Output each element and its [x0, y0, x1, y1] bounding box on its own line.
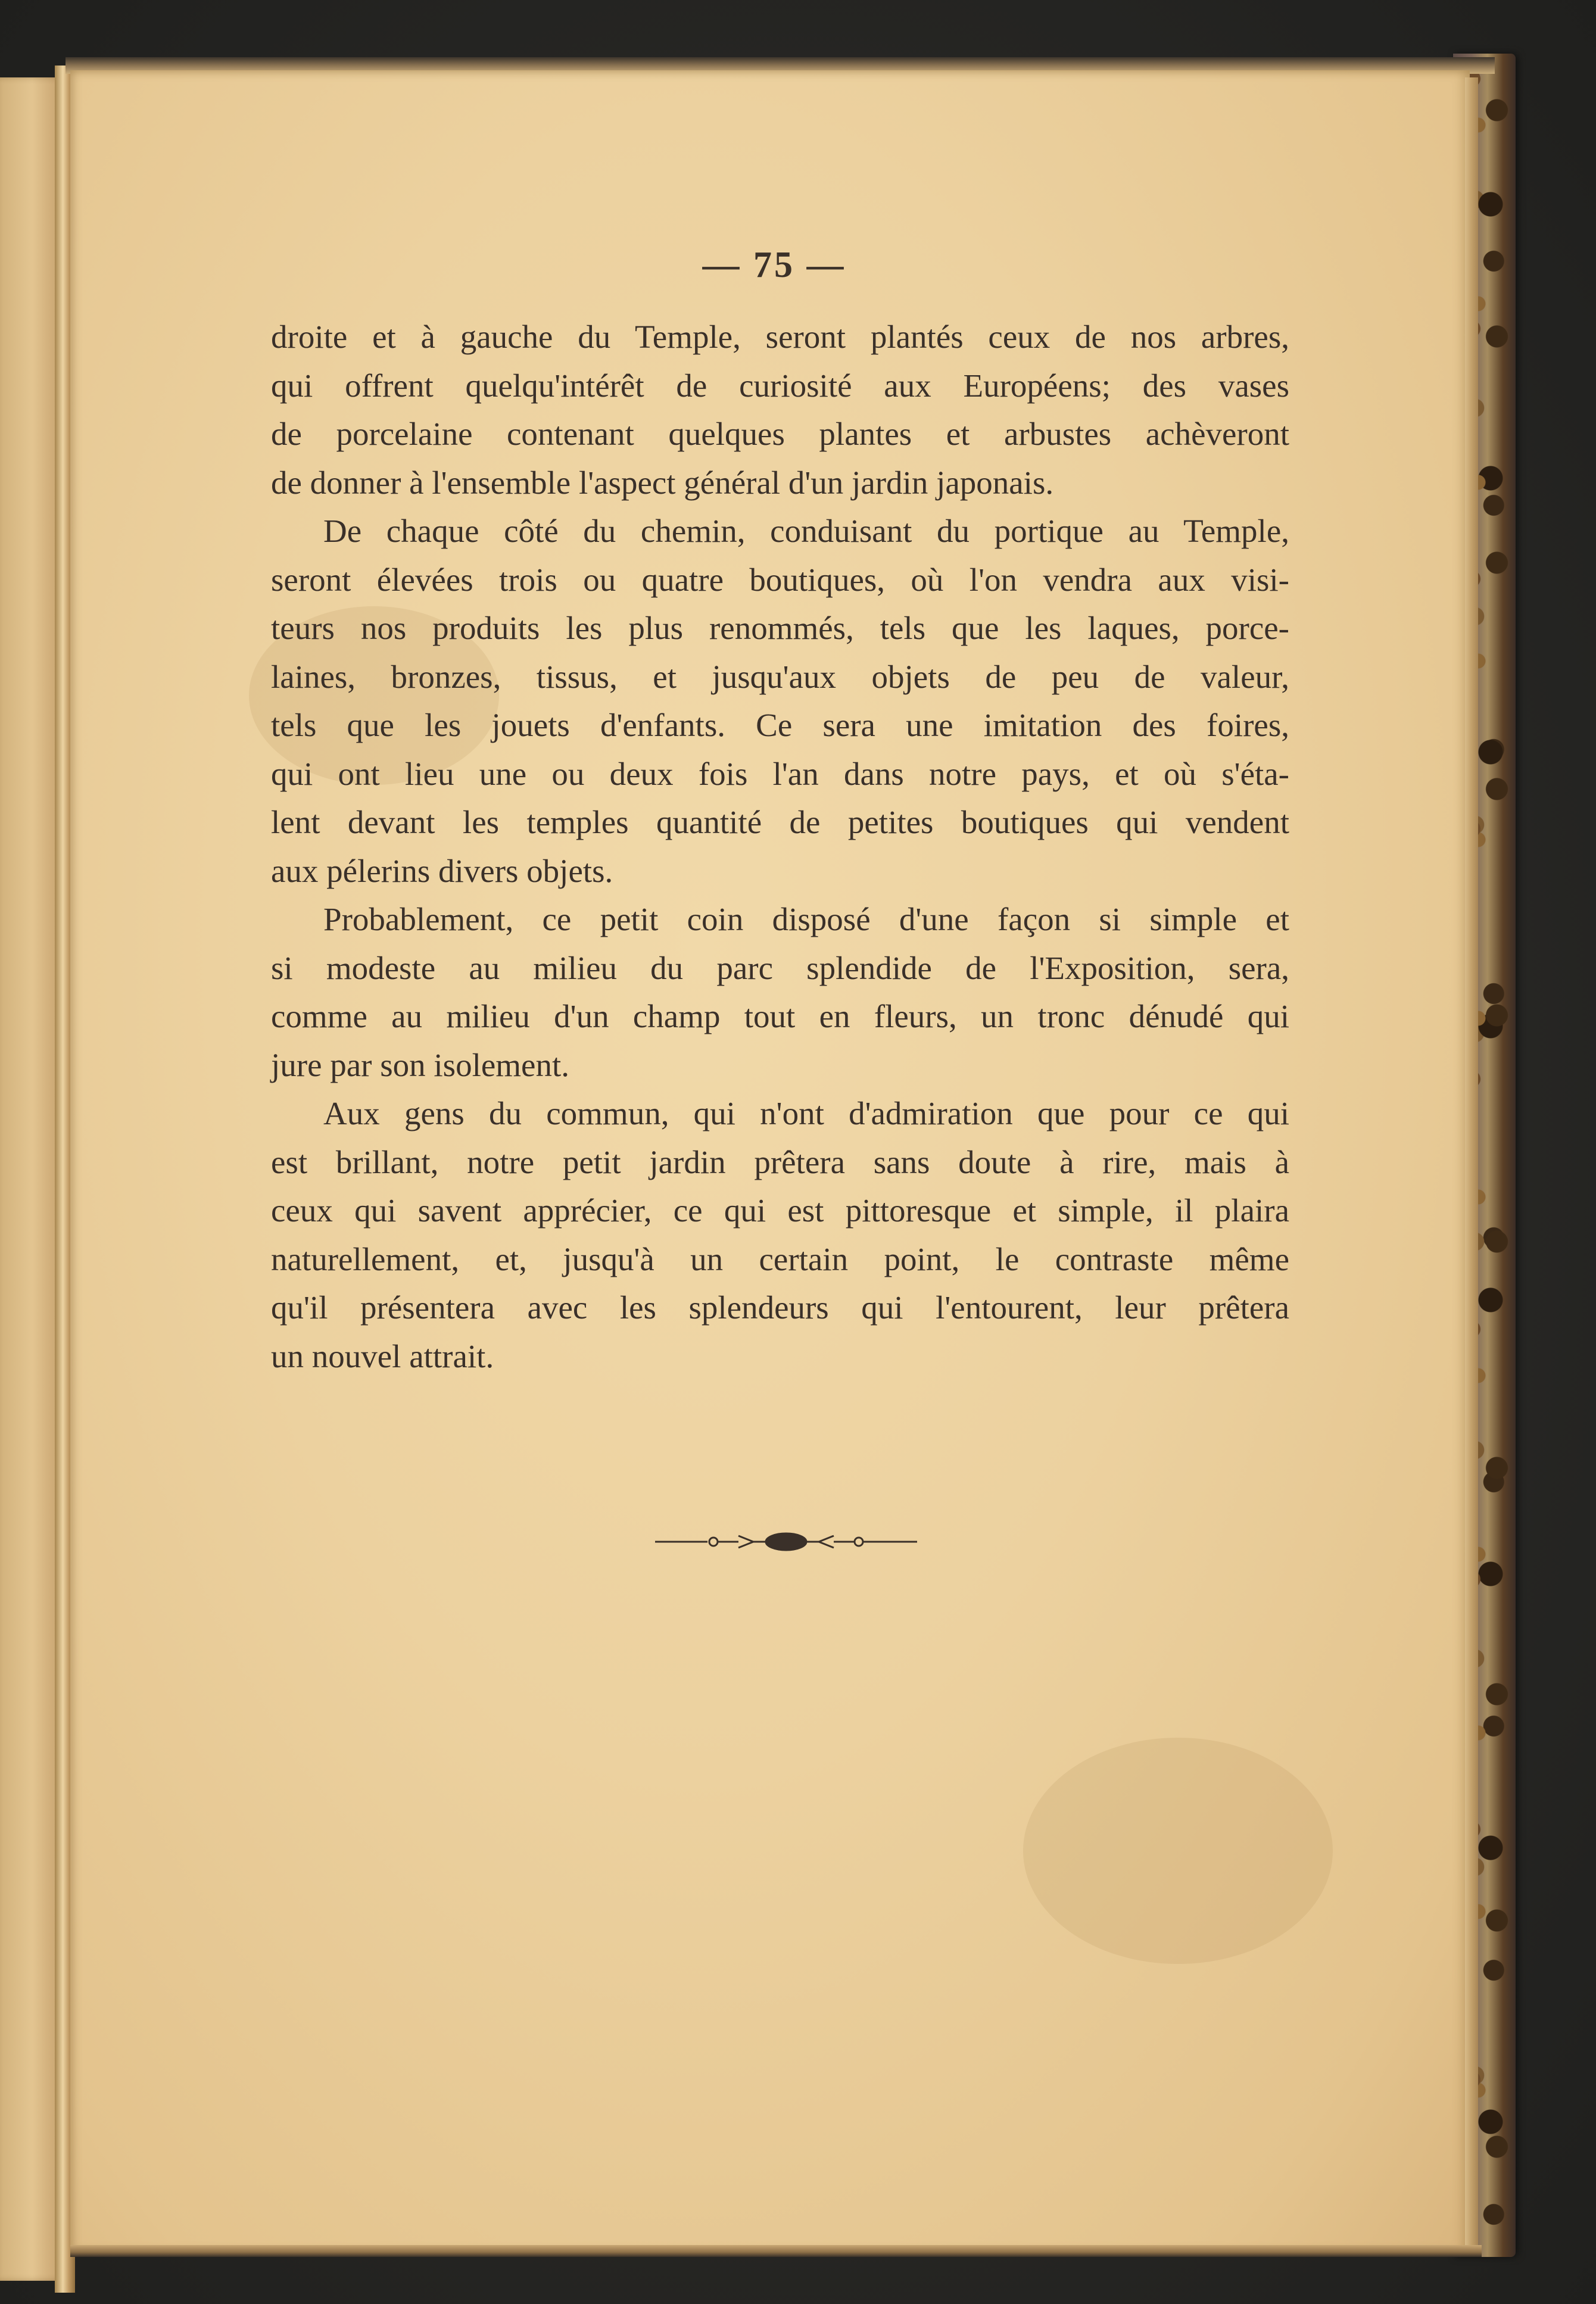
- text-line: qu'il présentera avec les splendeurs qui l'entourent, leur prêtera: [271, 1289, 1289, 1326]
- text-line: jure par son isolement.: [271, 1046, 569, 1083]
- text-line: teurs nos produits les plus renommés, tels que les laques, porce-: [271, 610, 1289, 646]
- tailpiece-ornament-icon: [655, 1527, 917, 1556]
- text-line: aux pélerins divers objets.: [271, 852, 613, 889]
- text-line: qui ont lieu une ou deux fois l'an dans notre pays, et où s'éta-: [271, 755, 1289, 792]
- text-line: De chaque côté du chemin, conduisant du portique au Temple,: [323, 513, 1289, 549]
- page-number: — 75 —: [702, 245, 846, 285]
- text-line: seront élevées trois ou quatre boutiques, où l'on vendra aux visi-: [271, 561, 1289, 598]
- paper-stain: [1023, 1738, 1333, 1964]
- page-bottom-edge: [70, 2245, 1482, 2257]
- text-line: est brillant, notre petit jardin prêtera sans doute à rire, mais à: [271, 1143, 1289, 1180]
- text-line: si modeste au milieu du parc splendide de l'Exposition, sera,: [271, 949, 1289, 986]
- page-right-fold: [1465, 77, 1478, 2245]
- text-line: un nouvel attrait.: [271, 1337, 494, 1374]
- text-line: laines, bronzes, tissus, et jusqu'aux objets de peu de valeur,: [271, 658, 1289, 695]
- text-line: tels que les jouets d'enfants. Ce sera une imitation des foires,: [271, 707, 1289, 743]
- text-line: comme au milieu d'un champ tout en fleurs, un tronc dénudé qui: [271, 998, 1289, 1034]
- text-line: droite et à gauche du Temple, seront plantés ceux de nos arbres,: [271, 319, 1289, 355]
- body-text: [271, 313, 1289, 1380]
- text-line: Probablement, ce petit coin disposé d'une façon si simple et: [323, 901, 1289, 937]
- text-line: lent devant les temples quantité de petites boutiques qui vendent: [271, 804, 1289, 840]
- text-line: ceux qui savent apprécier, ce qui est pittoresque et simple, il plaira: [271, 1192, 1289, 1229]
- text-line: de porcelaine contenant quelques plantes et arbustes achèveront: [271, 416, 1289, 452]
- text-line: qui offrent quelqu'intérêt de curiosité aux Européens; des vases: [271, 367, 1289, 404]
- text-line: de donner à l'ensemble l'aspect général d'un jardin japonais.: [271, 464, 1054, 501]
- text-line: Aux gens du commun, qui n'ont d'admiration que pour ce qui: [323, 1095, 1289, 1131]
- text-line: naturellement, et, jusqu'à un certain point, le contraste même: [271, 1240, 1289, 1277]
